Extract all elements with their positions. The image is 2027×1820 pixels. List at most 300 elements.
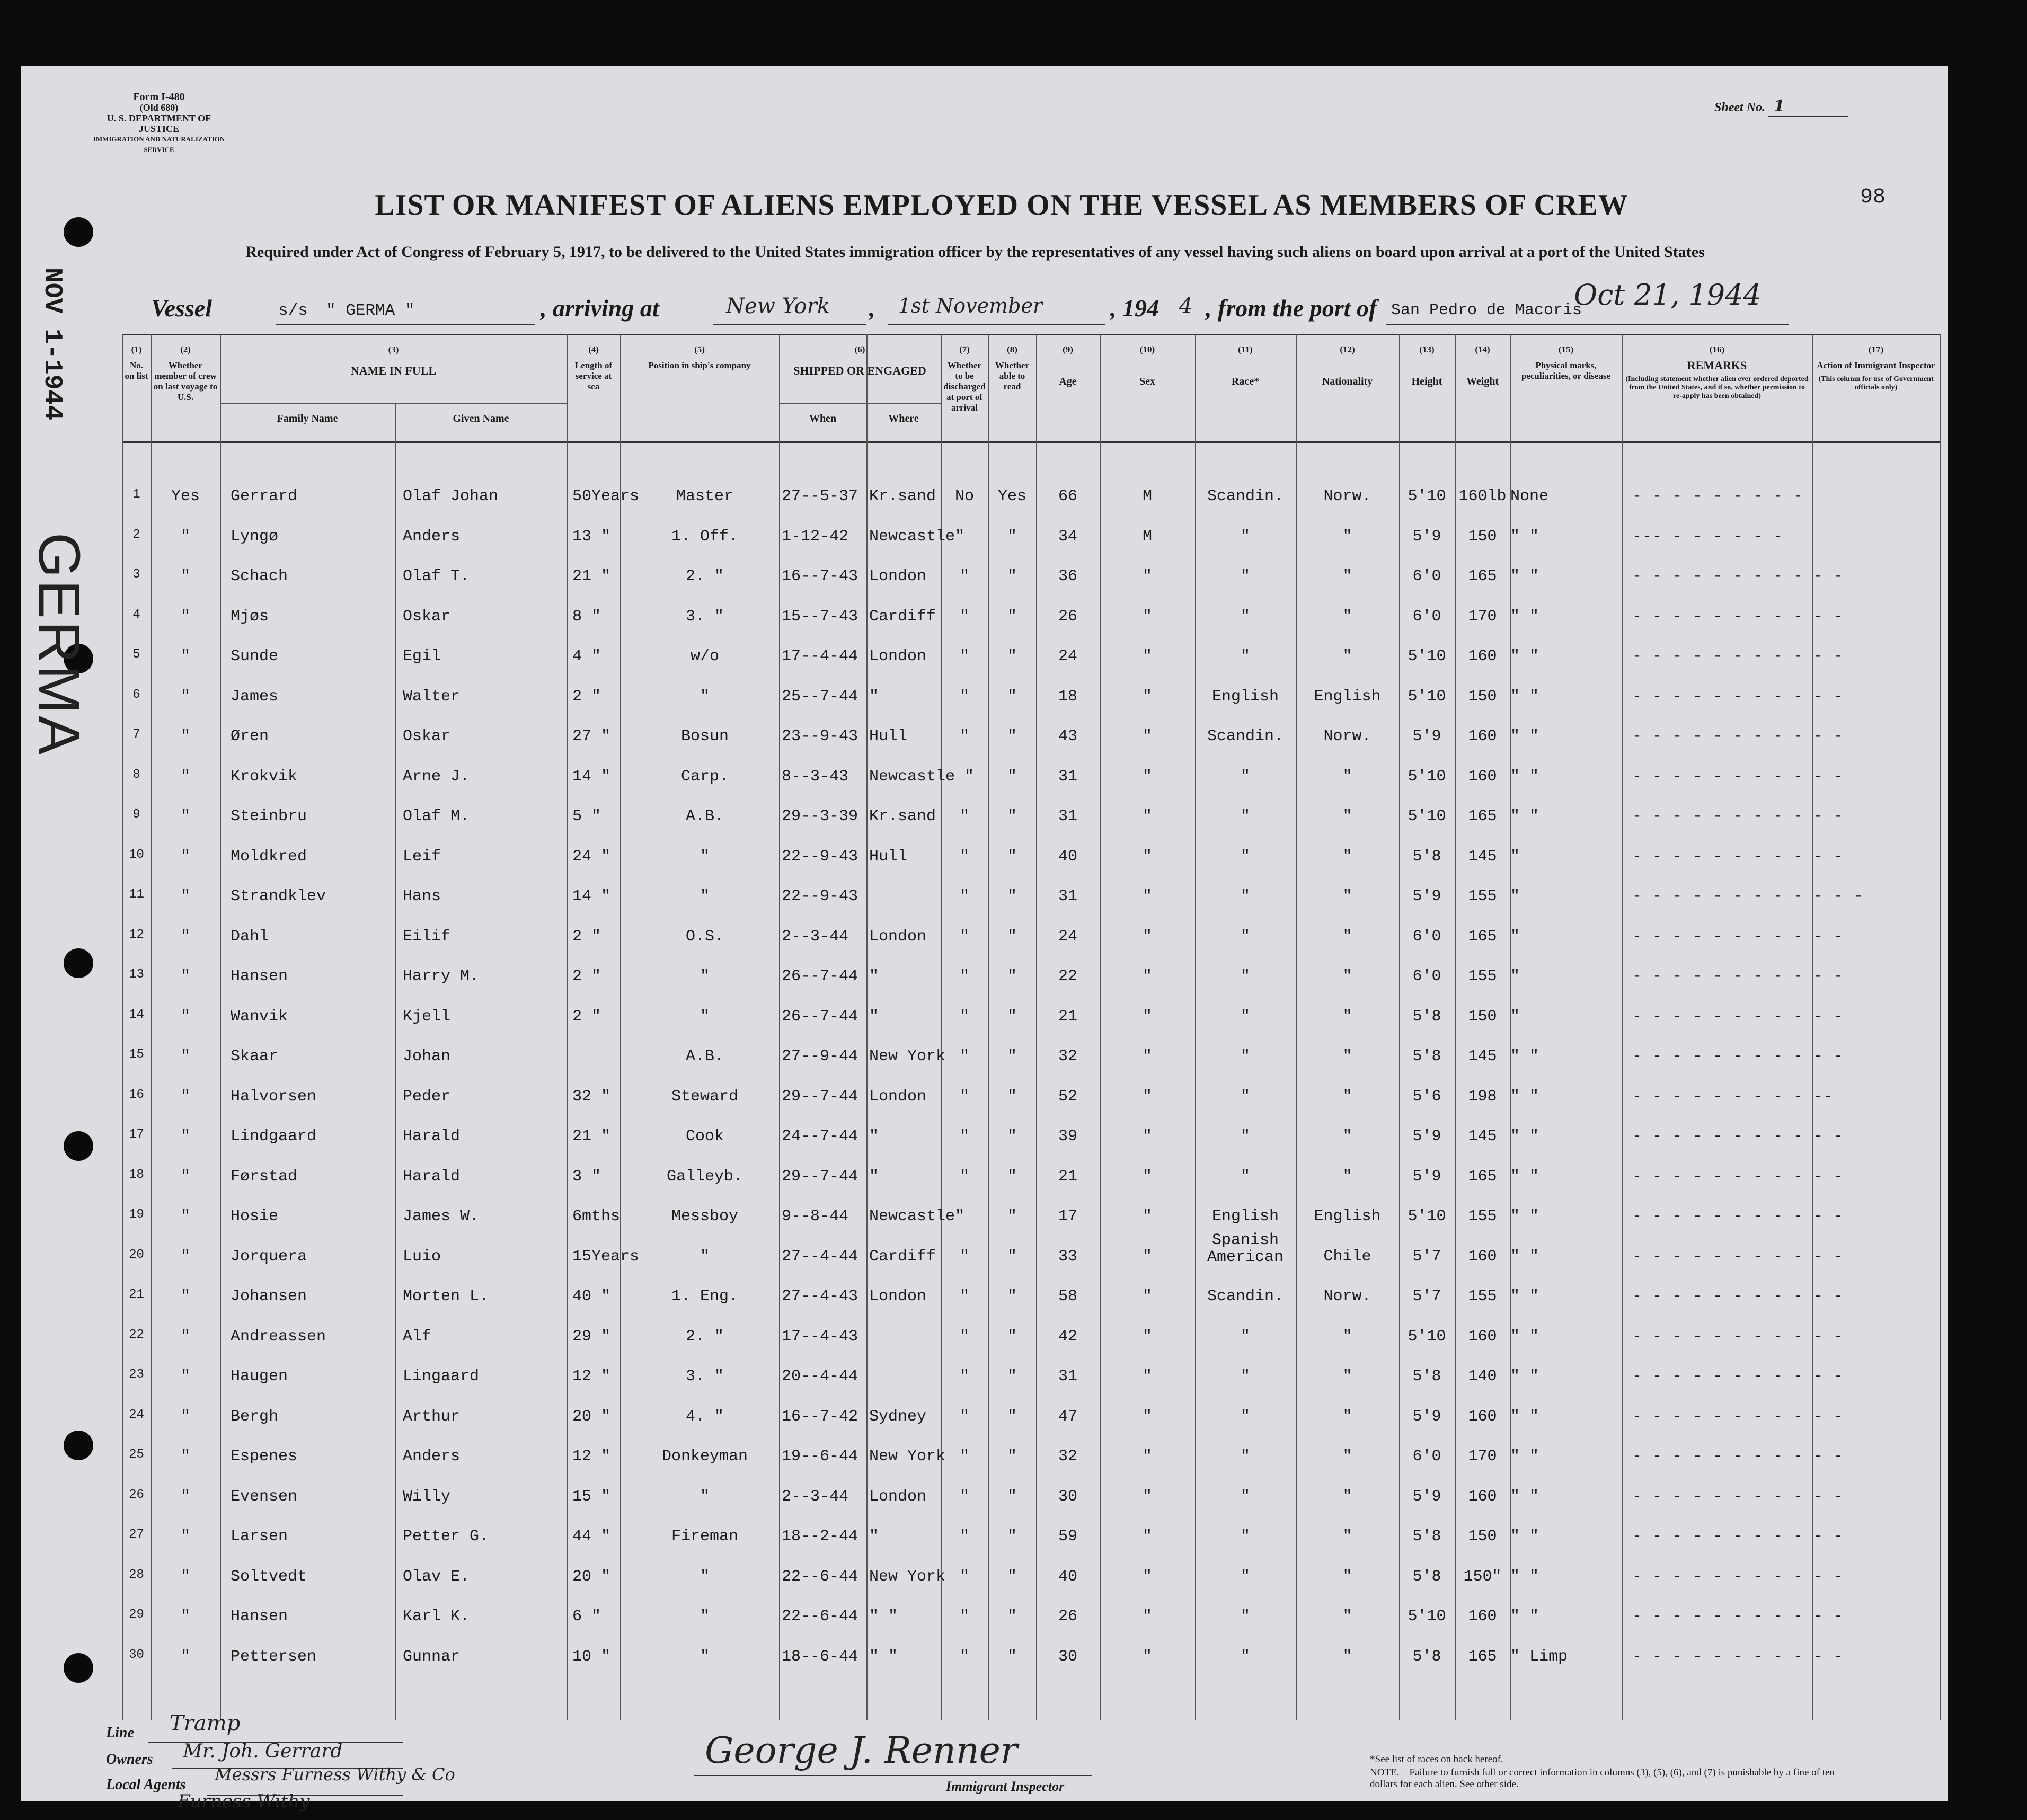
cell-remarks: - - - - - - - - - - - — [1632, 1247, 1844, 1266]
cell-disch: " — [959, 1007, 969, 1026]
cell-height: 6'0 — [1412, 967, 1441, 986]
cell-height: 5'8 — [1412, 1528, 1441, 1546]
cell-weight: 145 — [1468, 847, 1497, 866]
cell-where: Hull — [869, 727, 908, 745]
cell-disch: " — [959, 1407, 969, 1426]
cell-nat: " — [1342, 607, 1352, 626]
cell-family: Haugen — [231, 1368, 288, 1386]
cell-when: 15--7-43 — [782, 607, 858, 626]
cell-race: English — [1211, 687, 1279, 706]
cell-where: London — [869, 567, 927, 585]
cell-age: 36 — [1058, 567, 1077, 585]
subheader-family-name: Family Name — [277, 413, 338, 424]
column-number: (8) — [1007, 344, 1017, 354]
cell-family: Bergh — [231, 1407, 279, 1426]
cell-read: " — [1007, 687, 1017, 706]
cell-family: Hansen — [231, 1608, 288, 1626]
manifest-sheet — [21, 66, 1948, 1812]
cell-read: " — [1007, 567, 1017, 585]
cell-no: 9 — [132, 807, 140, 822]
cell-age: 24 — [1058, 647, 1077, 665]
cell-family: Strandklev — [231, 887, 326, 905]
column-number: (15) — [1558, 344, 1574, 354]
cell-age: 40 — [1058, 847, 1077, 866]
cell-height: 6'0 — [1412, 567, 1441, 585]
cell-when: 27--9-44 — [782, 1047, 858, 1066]
cell-last: " — [180, 1247, 190, 1266]
cell-no: 27 — [129, 1528, 144, 1542]
cell-height: 5'10 — [1408, 647, 1446, 665]
column-header: Sex — [1139, 376, 1155, 387]
cell-when: 2--3-44 — [782, 927, 849, 946]
cell-service: 15Years — [572, 1247, 640, 1266]
cell-last: " — [180, 1448, 190, 1466]
cell-read: Yes — [997, 487, 1026, 505]
cell-last: " — [180, 887, 190, 905]
cell-sex: " — [1142, 647, 1152, 665]
cell-sex: " — [1142, 927, 1152, 946]
cell-where: London — [869, 1487, 927, 1506]
cell-remarks: - - - - - - - - - - - — [1632, 1368, 1844, 1386]
year-label: , 194 — [1110, 295, 1159, 322]
cell-sex: " — [1142, 1007, 1152, 1026]
cell-service: 2 " — [572, 967, 601, 986]
cell-when: 29--3-39 — [782, 807, 858, 825]
cell-when: 19--6-44 — [782, 1448, 858, 1466]
arrival-date: 1st November — [898, 294, 1043, 317]
line-label: Line — [106, 1725, 134, 1741]
column-number: (16) — [1709, 344, 1725, 354]
cell-last: " — [180, 1167, 190, 1186]
cell-where: Newcastle" — [869, 1208, 965, 1226]
cell-position: 1. Eng. — [671, 1288, 739, 1306]
table-row — [122, 1404, 1940, 1444]
cell-nat: " — [1342, 567, 1352, 585]
cell-nat: " — [1342, 847, 1352, 866]
cell-sex: " — [1142, 1407, 1152, 1426]
cell-where: Newcastle" — [869, 527, 965, 546]
cell-age: 58 — [1058, 1288, 1077, 1306]
cell-marks: " — [1510, 847, 1520, 866]
cell-position: A.B. — [685, 1047, 724, 1066]
cell-height: 5'7 — [1412, 1288, 1441, 1306]
column-number: (1) — [131, 344, 142, 354]
cell-service: 2 " — [572, 687, 601, 706]
cell-read: " — [1007, 1247, 1017, 1266]
column-header: SHIPPED OR ENGAGED — [793, 364, 926, 377]
cell-weight: 160 — [1468, 727, 1497, 745]
column-header: Length of service at sea — [574, 360, 613, 392]
cell-when: 18--2-44 — [782, 1528, 858, 1546]
cell-family: James — [231, 687, 279, 706]
cell-last: " — [180, 1208, 190, 1226]
cell-read: " — [1007, 1567, 1017, 1586]
cell-no: 16 — [129, 1087, 144, 1102]
cell-marks: " " — [1510, 1288, 1539, 1306]
cell-last: " — [180, 1327, 190, 1346]
cell-marks: " " — [1510, 1247, 1539, 1266]
cell-sex: " — [1142, 1647, 1152, 1666]
cell-service: 32 " — [572, 1087, 611, 1106]
cell-last: " — [180, 847, 190, 866]
cell-sex: " — [1142, 1087, 1152, 1106]
cell-position: " — [700, 1487, 710, 1506]
cell-disch: " — [959, 1047, 969, 1066]
cell-service: 29 " — [572, 1327, 611, 1346]
table-row — [122, 1484, 1940, 1524]
cell-no: 2 — [132, 527, 140, 542]
table-row — [122, 883, 1940, 924]
cell-sex: " — [1142, 887, 1152, 905]
cell-given: Petter G. — [403, 1528, 489, 1546]
cell-race: " — [1240, 847, 1250, 866]
table-row — [122, 1164, 1940, 1204]
cell-age: 33 — [1058, 1247, 1077, 1266]
cell-family: Soltvedt — [231, 1567, 307, 1586]
cell-nat: " — [1342, 1167, 1352, 1186]
cell-position: w/o — [690, 647, 719, 665]
cell-remarks: - - - - - - - - - - - — [1632, 1047, 1844, 1066]
table-row — [122, 1084, 1940, 1124]
cell-when: 23--9-43 — [782, 727, 858, 745]
cell-nat: " — [1342, 1528, 1352, 1546]
column-header: NAME IN FULL — [350, 364, 437, 377]
cell-remarks: - - - - - - - - - - - — [1632, 1567, 1844, 1586]
cell-remarks: - - - - - - - - - -- — [1632, 1087, 1834, 1106]
cell-read: " — [1007, 1288, 1017, 1306]
cell-disch: " — [959, 967, 969, 986]
cell-marks: " " — [1510, 1047, 1539, 1066]
table-row — [122, 763, 1940, 804]
cell-disch: " — [959, 1167, 969, 1186]
cell-when: 17--4-44 — [782, 647, 858, 665]
cell-race: " — [1240, 527, 1250, 546]
cell-height: 5'10 — [1408, 767, 1446, 786]
cell-no: 6 — [132, 687, 140, 702]
cell-nat: English — [1314, 1208, 1381, 1226]
cell-remarks: --- - - - - - - — [1632, 527, 1784, 546]
from-port: San Pedro de Macoris — [1391, 301, 1582, 319]
column-header: Age — [1059, 376, 1077, 387]
cell-last: " — [180, 1608, 190, 1626]
cell-height: 5'8 — [1412, 1647, 1441, 1666]
cell-height: 5'9 — [1412, 527, 1441, 546]
cell-weight: 160 — [1468, 647, 1497, 665]
cell-family: Hansen — [231, 967, 288, 986]
cell-remarks: - - - - - - - - - - - — [1632, 847, 1844, 866]
cell-weight: 170 — [1468, 1448, 1497, 1466]
cell-age: 52 — [1058, 1087, 1077, 1106]
cell-service: 10 " — [572, 1647, 611, 1666]
cell-where: Kr.sand — [869, 487, 936, 505]
cell-remarks: - - - - - - - - - — [1632, 487, 1804, 505]
subheader-action-note: (This column for use of Government officials only) — [1818, 375, 1934, 392]
cell-position: 2. " — [685, 567, 724, 585]
cell-last: " — [180, 567, 190, 585]
cell-height: 6'0 — [1412, 927, 1441, 946]
cell-disch: " — [959, 1087, 969, 1106]
cell-service: 21 " — [572, 567, 611, 585]
table-row — [122, 1231, 1940, 1284]
cell-remarks: - - - - - - - - - - - — [1632, 1407, 1844, 1426]
cell-when: 17--4-43 — [782, 1327, 858, 1346]
cell-position: " — [700, 887, 710, 905]
cell-age: 47 — [1058, 1407, 1077, 1426]
cell-when: 29--7-44 — [782, 1167, 858, 1186]
table-row — [122, 1363, 1940, 1404]
subheader-remarks-note: (Including statement whether alien ever ordered deported from the United States, and if so, whether permission to re-apply has been obtained) — [1625, 375, 1809, 400]
cell-marks: " " — [1510, 687, 1539, 706]
cell-race: " — [1240, 1087, 1250, 1106]
cell-race: " — [1240, 1647, 1250, 1666]
cell-position: " — [700, 1608, 710, 1626]
cell-service: 20 " — [572, 1567, 611, 1586]
table-row — [122, 643, 1940, 683]
cell-service: 20 " — [572, 1407, 611, 1426]
cell-weight: 150 — [1468, 1007, 1497, 1026]
cell-when: 22--6-44 — [782, 1567, 858, 1586]
table-row — [122, 963, 1940, 1004]
cell-position: " — [700, 847, 710, 866]
cell-last: " — [180, 1567, 190, 1586]
crew-table — [122, 334, 1940, 1720]
cell-given: Peder — [403, 1087, 451, 1106]
cell-given: Eilif — [403, 927, 451, 946]
cell-disch: " — [959, 727, 969, 745]
cell-height: 5'9 — [1412, 727, 1441, 745]
cell-remarks: - - - - - - - - - - - - — [1632, 887, 1864, 905]
cell-remarks: - - - - - - - - - - - — [1632, 967, 1844, 986]
cell-remarks: - - - - - - - - - - - — [1632, 807, 1844, 825]
page-title: LIST OR MANIFEST OF ALIENS EMPLOYED ON THE VESSEL AS MEMBERS OF CREW — [375, 189, 1628, 221]
cell-height: 5'9 — [1412, 1127, 1441, 1146]
cell-last: " — [180, 927, 190, 946]
cell-sex: " — [1142, 967, 1152, 986]
cell-height: 5'7 — [1412, 1247, 1441, 1266]
cell-race: Scandin. — [1207, 1288, 1284, 1306]
cell-nat: Chile — [1323, 1247, 1371, 1266]
cell-weight: 155 — [1468, 967, 1497, 986]
cell-nat: " — [1342, 1007, 1352, 1026]
cell-disch: " — [959, 647, 969, 665]
table-row — [122, 1603, 1940, 1644]
local-agents-label: Local Agents — [106, 1777, 186, 1793]
form-number: Form I-480 — [133, 91, 185, 103]
cell-disch: " — [959, 1247, 969, 1266]
cell-race: " — [1240, 967, 1250, 986]
punch-hole — [64, 1131, 93, 1161]
cell-position: 3. " — [685, 1368, 724, 1386]
cell-family: Sunde — [231, 647, 279, 665]
cell-position: 1. Off. — [671, 527, 739, 546]
cell-position: Bosun — [680, 727, 729, 745]
cell-remarks: - - - - - - - - - - - — [1632, 567, 1844, 585]
cell-read: " — [1007, 1208, 1017, 1226]
cell-position: Cook — [685, 1127, 724, 1146]
cell-when: 26--7-44 — [782, 967, 858, 986]
cell-family: Evensen — [231, 1487, 298, 1506]
cell-nat: Norw. — [1323, 1288, 1371, 1306]
cell-last: " — [180, 1127, 190, 1146]
cell-where: " — [869, 1528, 879, 1546]
cell-given: Oskar — [403, 727, 451, 745]
cell-when: 29--7-44 — [782, 1087, 858, 1106]
cell-last: " — [180, 1087, 190, 1106]
cell-race: English — [1211, 1208, 1279, 1226]
cell-family: Moldkred — [231, 847, 307, 866]
cell-age: 40 — [1058, 1567, 1077, 1586]
cell-position: " — [700, 1247, 710, 1266]
cell-where: Cardiff — [869, 1247, 936, 1266]
cell-where: " — [869, 967, 879, 986]
cell-given: Morten L. — [403, 1288, 489, 1306]
cell-when: 20--4-44 — [782, 1368, 858, 1386]
cell-height: 5'10 — [1408, 1608, 1446, 1626]
cell-given: James W. — [403, 1208, 480, 1226]
cell-family: Øren — [231, 727, 269, 745]
line-value: Tramp — [170, 1711, 241, 1736]
cell-marks: " " — [1510, 1208, 1539, 1226]
cell-remarks: - - - - - - - - - - - — [1632, 1487, 1844, 1506]
cell-weight: 165 — [1468, 807, 1497, 825]
cell-race: " — [1240, 647, 1250, 665]
cell-race: " — [1240, 1047, 1250, 1066]
cell-read: " — [1007, 967, 1017, 986]
cell-height: 6'0 — [1412, 1448, 1441, 1466]
cell-height: 5'8 — [1412, 1567, 1441, 1586]
cell-race: " — [1240, 927, 1250, 946]
cell-no: 30 — [129, 1647, 144, 1662]
cell-race: " — [1240, 767, 1250, 786]
table-row — [122, 523, 1940, 564]
cell-race: " — [1240, 1368, 1250, 1386]
cell-age: 18 — [1058, 687, 1077, 706]
cell-weight: 165 — [1468, 567, 1497, 585]
cell-service: 3 " — [572, 1167, 601, 1186]
cell-given: Johan — [403, 1047, 451, 1066]
table-row — [122, 1523, 1940, 1564]
cell-where: " " — [869, 1647, 898, 1666]
column-number: (13) — [1419, 344, 1435, 354]
cell-marks: " " — [1510, 1448, 1539, 1466]
cell-given: Arne J. — [403, 767, 470, 786]
vessel-prefix: s/s — [278, 301, 308, 320]
cell-remarks: - - - - - - - - - - - — [1632, 607, 1844, 626]
cell-read: " — [1007, 1368, 1017, 1386]
cell-disch: " — [959, 927, 969, 946]
cell-given: Harald — [403, 1127, 461, 1146]
cell-last: " — [180, 647, 190, 665]
cell-race: " — [1240, 1528, 1250, 1546]
cell-weight: 160 — [1468, 1247, 1497, 1266]
cell-given: Olaf T. — [403, 567, 470, 585]
cell-age: 66 — [1058, 487, 1077, 505]
margin-date-stamp: NOV 1-1944 — [38, 268, 66, 421]
cell-disch: " — [959, 1127, 969, 1146]
cell-given: Harry M. — [403, 967, 480, 986]
cell-sex: " — [1142, 767, 1152, 786]
cell-weight: 155 — [1468, 1208, 1497, 1226]
cell-read: " — [1007, 887, 1017, 905]
cell-given: Olaf Johan — [403, 487, 499, 505]
page-subtitle: Required under Act of Congress of February 5, 1917, to be delivered to the United States immigration officer by the representatives of any vessel having such aliens on board upon arrival at a port of the United States — [245, 243, 1705, 261]
cell-given: Lingaard — [403, 1368, 480, 1386]
cell-remarks: - - - - - - - - - - - — [1632, 687, 1844, 706]
cell-when: 26--7-44 — [782, 1007, 858, 1026]
cell-last: " — [180, 1407, 190, 1426]
subheader-where: Where — [888, 413, 919, 424]
column-header: REMARKS — [1687, 359, 1747, 372]
cell-family: Pettersen — [231, 1647, 317, 1666]
cell-marks: " — [1510, 967, 1520, 986]
cell-race: " — [1240, 607, 1250, 626]
subheader-when: When — [809, 413, 837, 424]
cell-given: Karl K. — [403, 1608, 470, 1626]
cell-height: 5'9 — [1412, 1487, 1441, 1506]
cell-no: 14 — [129, 1007, 144, 1022]
cell-weight: 150 — [1468, 527, 1497, 546]
table-row — [122, 803, 1940, 844]
cell-when: 27--4-44 — [782, 1247, 858, 1266]
cell-race: " — [1240, 1487, 1250, 1506]
table-row — [122, 1644, 1940, 1684]
cell-age: 42 — [1058, 1327, 1077, 1346]
cell-marks: " " — [1510, 567, 1539, 585]
column-number: (11) — [1238, 344, 1253, 354]
local-agents-extra: Furness Withy — [178, 1791, 310, 1812]
cell-age: 26 — [1058, 1608, 1077, 1626]
cell-nat: English — [1314, 687, 1381, 706]
cell-nat: " — [1342, 1407, 1352, 1426]
cell-nat: " — [1342, 1567, 1352, 1586]
cell-race: " — [1240, 1127, 1250, 1146]
cell-when: 27--4-43 — [782, 1288, 858, 1306]
cell-family: Førstad — [231, 1167, 298, 1186]
cell-age: 30 — [1058, 1647, 1077, 1666]
table-row — [122, 723, 1940, 763]
cell-when: 2--3-44 — [782, 1487, 849, 1506]
cell-age: 32 — [1058, 1448, 1077, 1466]
cell-no: 15 — [129, 1047, 144, 1062]
cell-no: 13 — [129, 967, 144, 982]
column-header: No. on list — [125, 360, 148, 381]
cell-weight: 165 — [1468, 927, 1497, 946]
cell-sex: " — [1142, 1127, 1152, 1146]
cell-marks: " " — [1510, 1327, 1539, 1346]
cell-weight: 140 — [1468, 1368, 1497, 1386]
cell-when: 18--6-44 — [782, 1647, 858, 1666]
cell-height: 5'10 — [1408, 487, 1446, 505]
cell-when: 16--7-43 — [782, 567, 858, 585]
cell-height: 5'10 — [1408, 807, 1446, 825]
cell-weight: 160 — [1468, 1327, 1497, 1346]
cell-family: Hosie — [231, 1208, 279, 1226]
cell-no: 25 — [129, 1448, 144, 1462]
cell-last: " — [180, 1047, 190, 1066]
cell-sex: " — [1142, 1368, 1152, 1386]
column-number: (9) — [1063, 344, 1073, 354]
inspector-label: Immigrant Inspector — [946, 1779, 1065, 1794]
cell-weight: 160 — [1468, 1608, 1497, 1626]
cell-remarks: - - - - - - - - - - - — [1632, 1327, 1844, 1346]
column-divider — [1940, 334, 1941, 1720]
cell-race: Scandin. — [1207, 487, 1284, 505]
cell-position: " — [700, 967, 710, 986]
cell-read: " — [1007, 847, 1017, 866]
cell-marks: " " — [1510, 1127, 1539, 1146]
table-row — [122, 563, 1940, 603]
cell-age: 31 — [1058, 767, 1077, 786]
